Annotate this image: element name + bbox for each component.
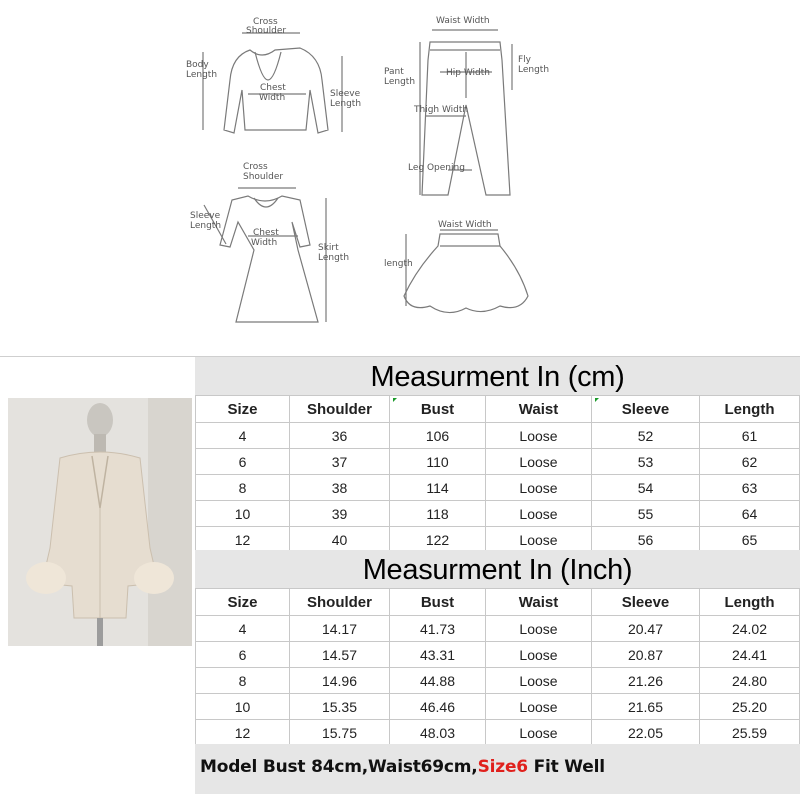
cell-bust: 41.73: [390, 616, 486, 642]
cell-size: 8: [196, 668, 290, 694]
cell-bust: 110: [390, 449, 486, 475]
table-row: [196, 694, 800, 720]
cell-shoulder: 15.75: [290, 720, 390, 746]
column-header-length: Length: [700, 396, 800, 423]
label-fly-length: Fly: [518, 55, 532, 65]
cell-shoulder: 14.57: [290, 642, 390, 668]
label-body-length: Body: [186, 60, 209, 70]
column-header-sleeve: Sleeve: [592, 396, 700, 423]
cell-length: 61: [700, 423, 800, 449]
table-row: [196, 616, 800, 642]
dress-diagram: [190, 162, 349, 322]
label-body-length-2: Length: [186, 70, 218, 80]
top-diagram: [186, 17, 361, 133]
label-skirt-length-single: length: [384, 259, 413, 269]
label-thigh-width: Thigh Width: [414, 105, 469, 115]
column-header-sleeve: Sleeve: [592, 589, 700, 616]
cell-sleeve: 20.47: [592, 616, 700, 642]
cm-table-title: Measurment In (cm): [195, 357, 800, 395]
cell-bust: 106: [390, 423, 486, 449]
column-header-length: Length: [700, 589, 800, 616]
cell-size: 8: [196, 475, 290, 501]
label-skirt-waist-width: Waist Width: [438, 220, 492, 230]
label-skirt-length-2: Length: [318, 253, 350, 263]
inch-table-title: Measurment In (Inch): [195, 550, 800, 588]
cell-length: 65: [700, 527, 800, 553]
cell-bust: 114: [390, 475, 486, 501]
cm-size-table: [195, 395, 800, 553]
cell-length: 24.02: [700, 616, 800, 642]
cell-waist: Loose: [486, 527, 592, 553]
column-header-bust: Bust: [390, 589, 486, 616]
label-dress-cross-shoulder: Cross: [243, 162, 268, 172]
cell-length: 64: [700, 501, 800, 527]
cell-sleeve: 55: [592, 501, 700, 527]
inch-header-row: [196, 589, 800, 616]
label-leg-opening: Leg Opening: [408, 163, 465, 173]
cell-size: 4: [196, 423, 290, 449]
cell-waist: Loose: [486, 501, 592, 527]
cell-size: 6: [196, 449, 290, 475]
cell-waist: Loose: [486, 720, 592, 746]
label-sleeve-length: Sleeve: [330, 89, 361, 99]
cell-size: 10: [196, 501, 290, 527]
label-dress-sleeve-length: Sleeve: [190, 211, 221, 221]
cell-bust: 122: [390, 527, 486, 553]
label-skirt-length: Skirt: [318, 243, 339, 253]
cell-size: 6: [196, 642, 290, 668]
column-header-shoulder: Shoulder: [290, 589, 390, 616]
inch-size-panel: [195, 550, 800, 746]
cell-shoulder: 39: [290, 501, 390, 527]
label-chest-width-2: Width: [259, 93, 286, 103]
column-header-waist: Waist: [486, 589, 592, 616]
label-pant-length: Pant: [384, 67, 404, 77]
cell-bust: 48.03: [390, 720, 486, 746]
model-fit-size-highlight: Size6: [477, 757, 528, 777]
skirt-diagram: [384, 220, 528, 313]
cell-shoulder: 37: [290, 449, 390, 475]
cell-shoulder: 36: [290, 423, 390, 449]
column-header-bust: Bust: [390, 396, 486, 423]
cell-waist: Loose: [486, 449, 592, 475]
cell-shoulder: 14.96: [290, 668, 390, 694]
cm-header-row: [196, 396, 800, 423]
table-row: [196, 501, 800, 527]
table-row: [196, 423, 800, 449]
cell-length: 63: [700, 475, 800, 501]
cell-length: 62: [700, 449, 800, 475]
product-photo: [8, 398, 192, 646]
cell-shoulder: 40: [290, 527, 390, 553]
label-fly-length-2: Length: [518, 65, 550, 75]
cell-sleeve: 54: [592, 475, 700, 501]
cell-bust: 44.88: [390, 668, 486, 694]
cell-sleeve: 53: [592, 449, 700, 475]
cell-shoulder: 14.17: [290, 616, 390, 642]
label-chest-width: Chest: [260, 83, 286, 93]
cell-sleeve: 21.65: [592, 694, 700, 720]
label-sleeve-length-2: Length: [330, 99, 362, 109]
cell-sleeve: 21.26: [592, 668, 700, 694]
label-dress-chest-width-2: Width: [251, 238, 278, 248]
table-row: [196, 527, 800, 553]
cell-bust: 46.46: [390, 694, 486, 720]
model-fit-prefix: Model Bust 84cm,Waist69cm,: [200, 757, 478, 777]
cell-length: 24.41: [700, 642, 800, 668]
cell-size: 4: [196, 616, 290, 642]
table-row: [196, 642, 800, 668]
cell-bust: 43.31: [390, 642, 486, 668]
cell-waist: Loose: [486, 642, 592, 668]
column-header-size: Size: [196, 589, 290, 616]
label-dress-sleeve-length-2: Length: [190, 221, 222, 231]
cell-size: 12: [196, 527, 290, 553]
table-row: [196, 720, 800, 746]
label-hip-width: Hip Width: [446, 68, 490, 78]
cm-size-panel: [195, 357, 800, 553]
model-fit-suffix: Fit Well: [527, 757, 605, 777]
cell-bust: 118: [390, 501, 486, 527]
cell-sleeve: 20.87: [592, 642, 700, 668]
pants-diagram: [384, 16, 549, 195]
cell-length: 25.59: [700, 720, 800, 746]
label-dress-chest-width: Chest: [253, 228, 279, 238]
table-row: [196, 668, 800, 694]
cell-size: 10: [196, 694, 290, 720]
cell-shoulder: 38: [290, 475, 390, 501]
cell-sleeve: 52: [592, 423, 700, 449]
column-header-shoulder: Shoulder: [290, 396, 390, 423]
table-row: [196, 475, 800, 501]
label-cross-shoulder: Cross: [253, 17, 278, 27]
cell-size: 12: [196, 720, 290, 746]
table-row: [196, 449, 800, 475]
cell-sleeve: 56: [592, 527, 700, 553]
inch-size-table: [195, 588, 800, 746]
label-waist-width: Waist Width: [436, 16, 490, 26]
cell-waist: Loose: [486, 616, 592, 642]
cell-waist: Loose: [486, 694, 592, 720]
cell-length: 24.80: [700, 668, 800, 694]
label-cross-shoulder-2: Shoulder: [246, 26, 287, 36]
cell-shoulder: 15.35: [290, 694, 390, 720]
label-dress-cross-shoulder-2: Shoulder: [243, 172, 284, 182]
measurement-diagrams: [0, 0, 800, 356]
model-fit-note: [200, 757, 605, 777]
cell-waist: Loose: [486, 668, 592, 694]
column-header-size: Size: [196, 396, 290, 423]
cell-sleeve: 22.05: [592, 720, 700, 746]
cell-waist: Loose: [486, 423, 592, 449]
cell-waist: Loose: [486, 475, 592, 501]
cell-length: 25.20: [700, 694, 800, 720]
column-header-waist: Waist: [486, 396, 592, 423]
label-pant-length-2: Length: [384, 77, 416, 87]
